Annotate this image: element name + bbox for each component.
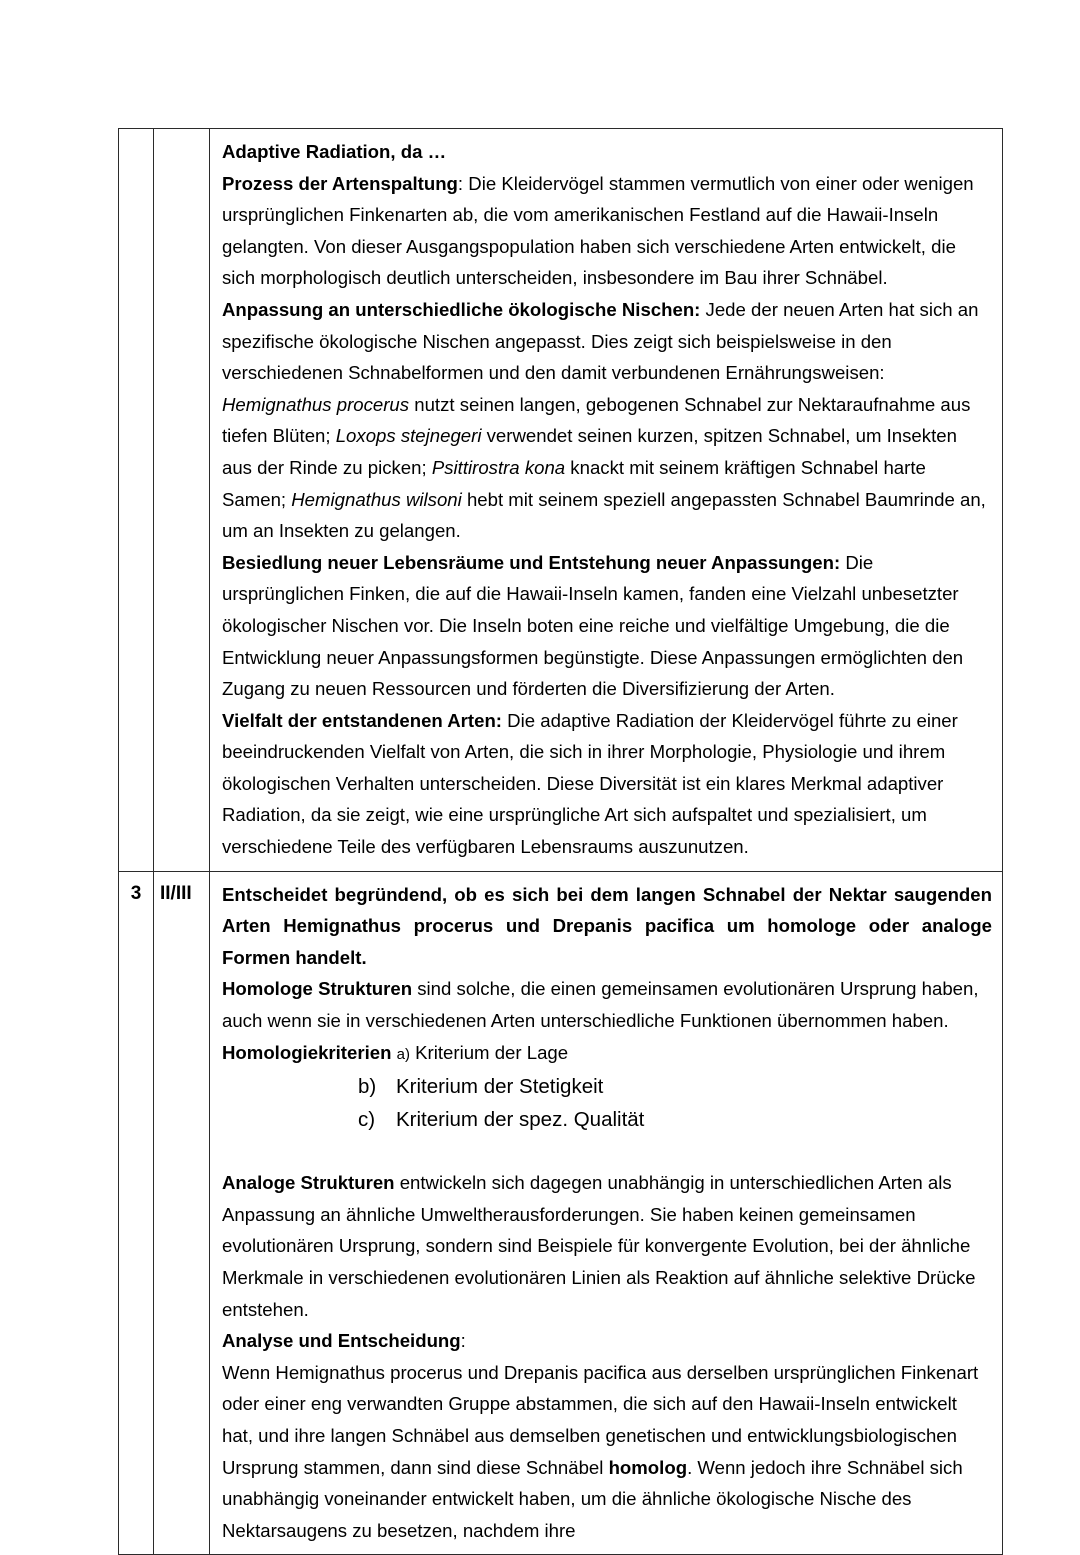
criteria-item xyxy=(222,1103,992,1136)
analysis-rich-text: Wenn Hemignathus procerus und Drepanis pacifica aus derselben ursprünglichen Finkenart oder einer eng verwandten Gruppe abstammen, die sich auf den Hawaii-Inseln entwickelt hat, und ihre langen Schnäbel aus demselben genetischen und entwicklungsbiologischen Ursprung stammen, dann sind diese Schnäbel homolog. Wenn jedoch ihre Schnäbel sich unabhängig voneinander entwickelt haben, um die ähnliche ökologische Nische des Nektarsaugens zu besetzen, nachdem ihre xyxy=(222,1361,979,1541)
paragraph-lead-label: Besiedlung neuer Lebensräume und Entstehung neuer Anpassungen: xyxy=(222,551,841,573)
row-level-cell xyxy=(154,871,210,1555)
row-level-cell xyxy=(154,129,210,872)
row-number-cell xyxy=(119,129,154,872)
analysis-heading xyxy=(222,1325,992,1357)
paragraph-besiedlung-lebensraeume xyxy=(222,547,992,705)
criteria-first-line xyxy=(222,1037,992,1071)
question-prompt: Entscheidet begründend, ob es sich bei dem langen Schnabel der Nektar saugenden Arten Hemignathus procerus und Drepanis pacifica um homologe oder analoge Formen handelt. xyxy=(222,883,992,968)
criteria-text-b: Kriterium der Stetigkeit xyxy=(396,1075,604,1099)
row-body-cell xyxy=(210,871,1003,1555)
paragraph-lead-label: Prozess der Artenspaltung xyxy=(222,172,458,194)
analysis-heading-label: Analyse und Entscheidung xyxy=(222,1330,461,1352)
row-number-cell xyxy=(119,871,154,1555)
paragraph-analoge-strukturen xyxy=(222,1167,992,1325)
row-body-cell xyxy=(210,129,1003,872)
paragraph-lead-label: Anpassung an unterschiedliche ökologische Nischen: xyxy=(222,298,701,320)
analysis-heading-suffix: : xyxy=(460,1330,466,1352)
paragraph-lead-label: Vielfalt der entstandenen Arten: xyxy=(222,709,502,731)
paragraph-text: sind solche, die einen gemeinsamen evolutionären Ursprung haben, auch wenn sie in verschiedenen Arten unterschiedliche Funktionen übernommen haben. xyxy=(222,978,979,1032)
criteria-text-a: Kriterium der Lage xyxy=(415,1041,569,1063)
criteria-marker-b: b) xyxy=(358,1075,377,1099)
criteria-item xyxy=(222,1070,992,1103)
paragraph-lead-label: Analoge Strukturen xyxy=(222,1172,395,1194)
paragraph-text: Die Kleidervögel stammen vermutlich von einer oder wenigen ursprünglichen Finkenarten ab, die vom amerikanischen Festland auf die Hawaii-Inseln gelangten. Von dieser Ausgangspopulation haben sich verschiedene Arten entwickelt, die sich morphologisch deutlich unterscheiden, insbesondere im Bau ihrer Schnäbel. xyxy=(222,172,974,289)
answer-heading xyxy=(222,136,992,168)
paragraph-text: Die ursprünglichen Finken, die auf die Hawaii-Inseln kamen, fanden eine Vielzahl unbesetzter ökologischer Nischen vor. Die Inseln boten eine reiche und vielfältige Umgebung, die die Entwicklung neuer Anpassungsformen begünstigte. Diese Anpassungen ermöglichten den Zugang zu neuen Ressourcen und förderten die Diversifizierung der Arten. xyxy=(222,551,964,700)
row-number: 3 xyxy=(130,882,142,904)
paragraph-homologe-strukturen xyxy=(222,973,992,1036)
table-row xyxy=(119,871,1003,1555)
row-level xyxy=(154,129,209,141)
criteria-marker-c: c) xyxy=(358,1108,376,1132)
paragraph-vielfalt-arten xyxy=(222,705,992,863)
paragraph-prozess-der-artenspaltung xyxy=(222,168,992,294)
answer-table xyxy=(118,128,1003,1555)
paragraph-lead-label: Homologe Strukturen xyxy=(222,978,413,1000)
table-row xyxy=(119,129,1003,872)
paragraph-text: Die adaptive Radiation der Kleidervögel führte zu einer beeindruckenden Vielfalt von Arten, die sich in ihrer Morphologie, Physiologie und ihrem ökologischen Verhalten unterscheiden. Diese Diversität ist ein klares Merkmal adaptiver Radiation, da sie zeigt, wie eine ursprüngliche Art sich aufspaltet und spezialisiert, um verschiedene Teile des verfügbaren Lebensraums auszunutzen. xyxy=(222,709,958,858)
row-level: II/III xyxy=(160,882,192,904)
row-number xyxy=(119,129,153,141)
answer-heading-text: Adaptive Radiation, da … xyxy=(222,141,447,162)
paragraph-rich-text: Jede der neuen Arten hat sich an spezifische ökologische Nischen angepasst. Dies zeigt sich beispielsweise in den verschiedenen Schnabelformen und den damit verbundenen Ernährungsweisen: Hemignathus procerus nutzt seinen langen, gebogenen Schnabel zur Nektaraufnahme aus tiefen Blüten; Loxops stejnegeri verwendet seinen kurzen, spitzen Schnabel, um Insekten aus der Rinde zu picken; Psittirostra kona knackt mit seinem kräftigen Schnabel harte Samen; Hemignathus wilsoni hebt mit seinem speziell angepassten Schnabel Baumrinde an, um an Insekten zu gelangen. xyxy=(222,298,986,542)
paragraph-spacer xyxy=(222,1136,992,1167)
paragraph-text: entwickeln sich dagegen unabhängig in unterschiedlichen Arten als Anpassung an ähnliche Umweltherausforderungen. Sie haben keinen gemeinsamen evolutionären Ursprung, sondern sind Beispiele für konvergente Evolution, bei der ähnliche Merkmale in verschiedenen evolutionären Linien als Reaktion auf ähnliche selektive Drücke entstehen. xyxy=(222,1172,976,1320)
criteria-label: Homologiekriterien xyxy=(222,1041,392,1063)
paragraph-anpassung-nischen xyxy=(222,294,992,547)
criteria-marker-a: a) xyxy=(396,1045,410,1063)
criteria-text-c: Kriterium der spez. Qualität xyxy=(396,1108,645,1132)
paragraph-lead-suffix: : xyxy=(457,172,469,194)
analysis-body xyxy=(222,1357,992,1547)
